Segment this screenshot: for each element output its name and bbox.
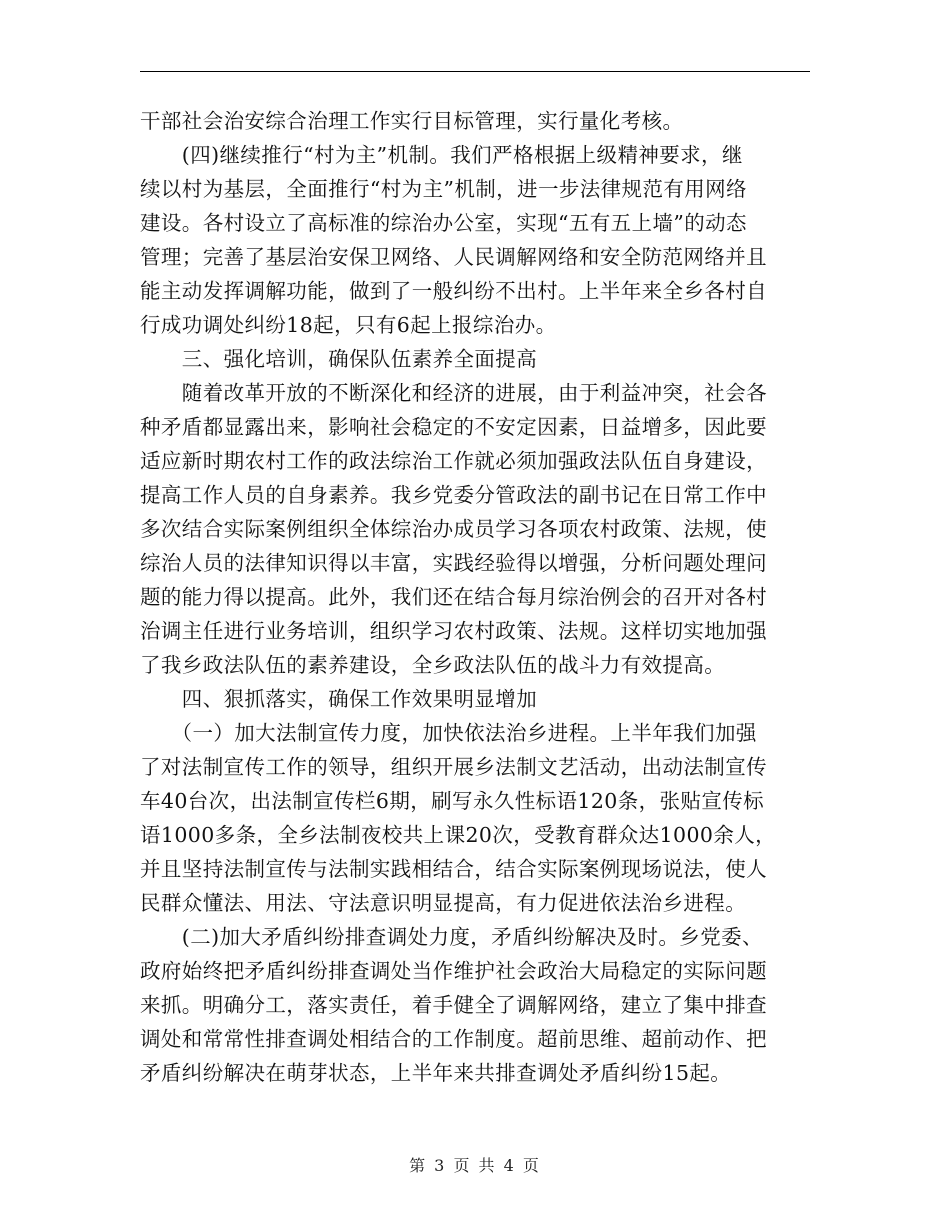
text-line: 多次结合实际案例组织全体综治办成员学习各项农村政策、法规，使 xyxy=(140,517,767,541)
text-line: 种矛盾都显露出来，影响社会稳定的不安定因素，日益增多，因此要 xyxy=(140,415,767,439)
text-line: 管理；完善了基层治安保卫网络、人民调解网络和安全防范网络并且 xyxy=(140,245,767,269)
text-line: 治调主任进行业务培训，组织学习农村政策、法规。这样切实地加强 xyxy=(140,619,767,643)
text-line: 语1000多条，全乡法制夜校共上课20次，受教育群众达1000余人， xyxy=(140,823,777,847)
text-line: 能主动发挥调解功能，做到了一般纠纷不出村。上半年来全乡各村自 xyxy=(140,279,767,303)
text-line: 行成功调处纠纷18起，只有6起上报综治办。 xyxy=(140,313,557,337)
text-line: 调处和常常性排查调处相结合的工作制度。超前思维、超前动作、把 xyxy=(140,1027,767,1051)
text-line: 车40台次，出法制宣传栏6期，刷写永久性标语120条，张贴宣传标 xyxy=(140,789,765,813)
text-line: 来抓。明确分工，落实责任，着手健全了调解网络，建立了集中排查 xyxy=(140,993,767,1017)
text-line: 民群众懂法、用法、守法意识明显提高，有力促进依法治乡进程。 xyxy=(140,891,747,915)
page-footer: 第 3 页 共 4 页 xyxy=(409,1156,541,1175)
header-rule xyxy=(140,71,810,72)
text-line: 题的能力得以提高。此外，我们还在结合每月综治例会的召开对各村 xyxy=(140,585,767,609)
text-line: 了对法制宣传工作的领导，组织开展乡法制文艺活动，出动法制宣传 xyxy=(140,755,767,779)
text-line: (二)加大矛盾纠纷排查调处力度，矛盾纠纷解决及时。乡党委、 xyxy=(140,925,763,949)
text-line: 四、狠抓落实，确保工作效果明显增加 xyxy=(140,687,538,711)
text-line: 干部社会治安综合治理工作实行目标管理，实行量化考核。 xyxy=(140,109,684,133)
text-line: (四)继续推行“村为主”机制。我们严格根据上级精神要求，继 xyxy=(140,143,743,167)
text-line: 并且坚持法制宣传与法制实践相结合，结合实际案例现场说法，使人 xyxy=(140,857,767,881)
text-line: 建设。各村设立了高标准的综治办公室，实现“五有五上墙”的动态 xyxy=(140,211,747,235)
text-line: 政府始终把矛盾纠纷排查调处当作维护社会政治大局稳定的实际问题 xyxy=(140,959,767,983)
text-line: 随着改革开放的不断深化和经济的进展，由于利益冲突，社会各 xyxy=(140,381,767,405)
text-line: 适应新时期农村工作的政法综治工作就必须加强政法队伍自身建设， xyxy=(140,449,767,473)
text-line: （一）加大法制宣传力度，加快依法治乡进程。上半年我们加强 xyxy=(140,721,757,745)
text-line: 矛盾纠纷解决在萌芽状态，上半年来共排查调处矛盾纠纷15起。 xyxy=(140,1061,732,1085)
document-body xyxy=(140,104,812,1090)
text-line: 提高工作人员的自身素养。我乡党委分管政法的副书记在日常工作中 xyxy=(140,483,767,507)
text-line: 续以村为基层，全面推行“村为主”机制，进一步法律规范有用网络 xyxy=(140,177,747,201)
text-line: 综治人员的法律知识得以丰富，实践经验得以增强，分析问题处理问 xyxy=(140,551,767,575)
text-line: 三、强化培训，确保队伍素养全面提高 xyxy=(140,347,538,371)
text-line: 了我乡政法队伍的素养建设，全乡政法队伍的战斗力有效提高。 xyxy=(140,653,726,677)
